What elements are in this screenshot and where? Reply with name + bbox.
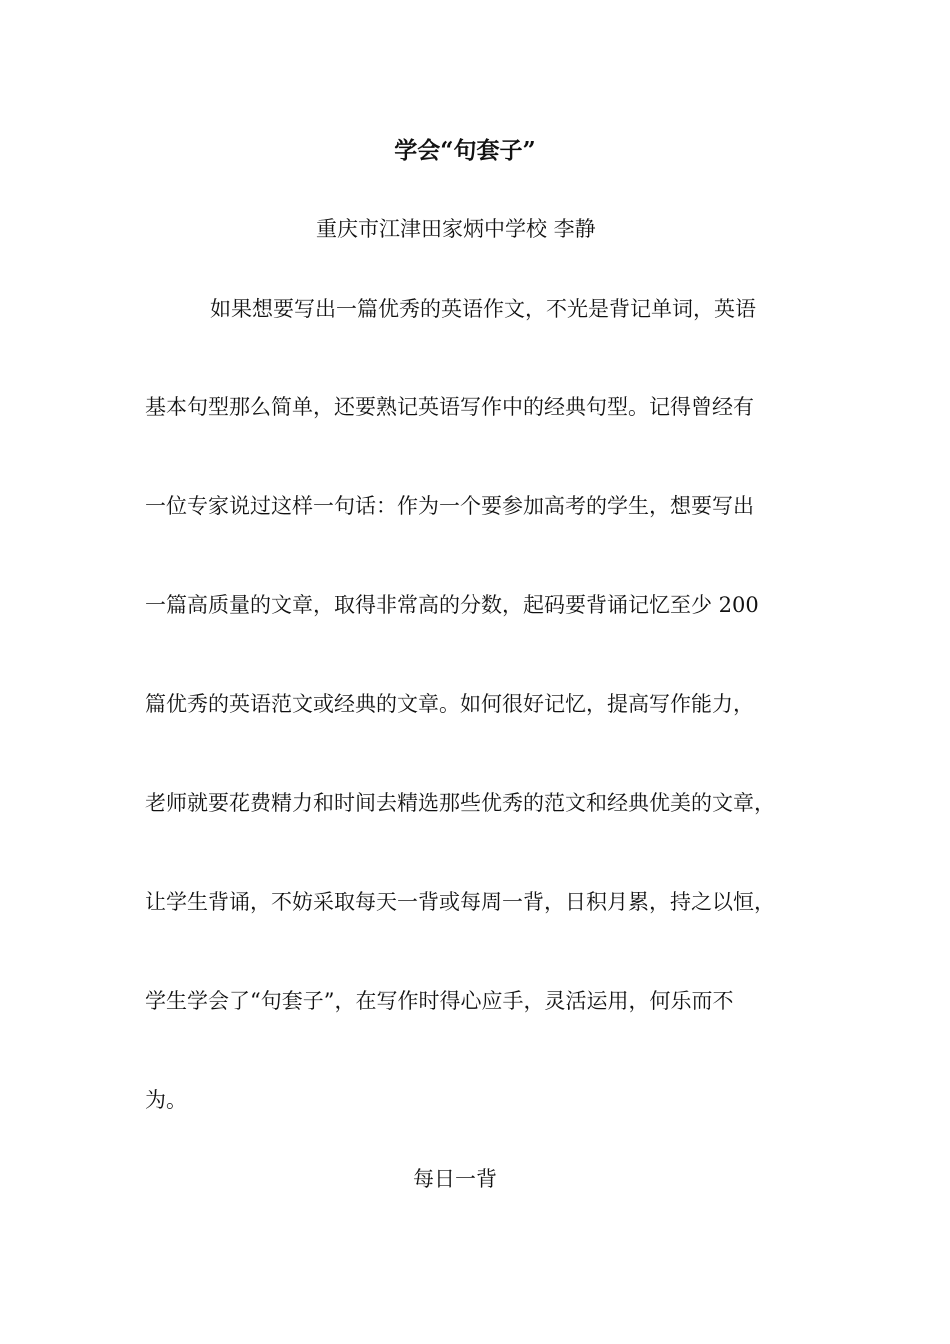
paragraph-line: 基本句型那么简单，还要熟记英语写作中的经典句型。记得曾经有: [145, 395, 754, 419]
paragraph-line: 让学生背诵，不妨采取每天一背或每周一背，日积月累，持之以恒，: [145, 890, 775, 914]
section-subheading: 每日一背: [413, 1167, 497, 1191]
document-title: 学会“句套子”: [394, 137, 536, 164]
paragraph-line: 为。: [145, 1088, 187, 1112]
paragraph-line: 学生学会了“句套子”，在写作时得心应手，灵活运用，何乐而不: [145, 989, 734, 1013]
author-line: 重庆市江津田家炳中学校 李静: [316, 217, 596, 241]
paragraph-line: 如果想要写出一篇优秀的英语作文，不光是背记单词，英语: [210, 297, 756, 321]
paragraph-line: 老师就要花费精力和时间去精选那些优秀的范文和经典优美的文章，: [145, 791, 775, 815]
paragraph-line: 一位专家说过这样一句话：作为一个要参加高考的学生，想要写出: [145, 494, 754, 518]
paragraph-line: 一篇高质量的文章，取得非常高的分数，起码要背诵记忆至少 200: [145, 593, 759, 617]
paragraph-line: 篇优秀的英语范文或经典的文章。如何很好记忆，提高写作能力，: [145, 692, 754, 716]
